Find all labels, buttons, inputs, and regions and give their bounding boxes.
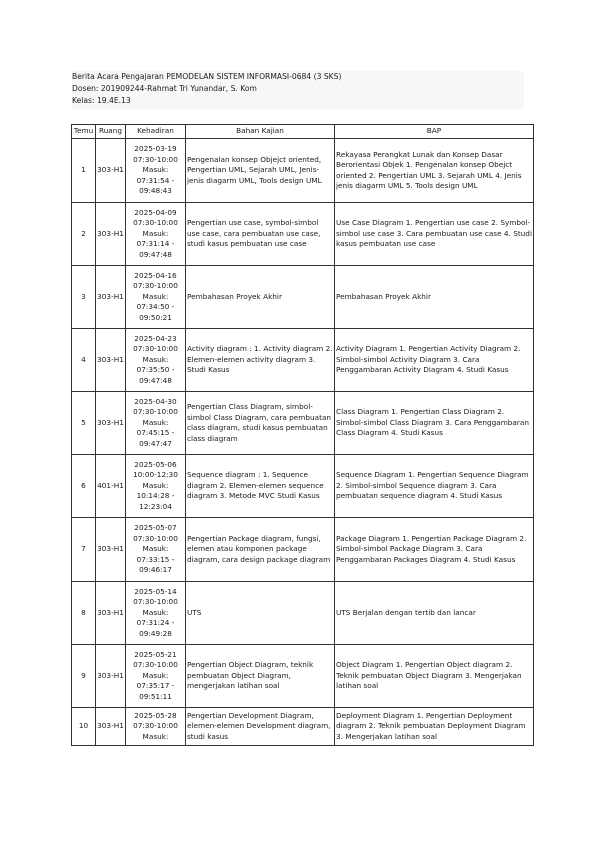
time: 07:30-10:00 <box>133 660 178 670</box>
bahan-cell: Pengertian Package diagram, fungsi, elemen atau komponen package diagram, cara design package diagram <box>186 518 335 582</box>
temu-cell: 1 <box>72 139 96 203</box>
ruang-cell: 303-H1 <box>96 645 126 708</box>
masuk-label: Masuk: <box>142 544 169 554</box>
kehadiran-cell <box>126 139 186 203</box>
masuk-time: 07:31:24 - 09:49:28 <box>136 618 175 638</box>
temu-cell: 7 <box>72 518 96 582</box>
masuk-label: Masuk: <box>142 417 169 427</box>
ruang-cell: 303-H1 <box>96 329 126 392</box>
time: 10:00-12:30 <box>133 470 178 480</box>
temu-cell: 3 <box>72 266 96 329</box>
time: 07:30-10:00 <box>133 154 178 164</box>
ruang-cell: 303-H1 <box>96 518 126 582</box>
time: 07:30-10:00 <box>133 344 178 354</box>
table-row <box>72 455 534 518</box>
temu-cell: 6 <box>72 455 96 518</box>
temu-cell: 8 <box>72 582 96 645</box>
bahan-cell: Sequence diagram : 1. Sequence diagram 2. Elemen-elemen sequence diagram 3. Metode MVC Studi Kasus <box>186 455 335 518</box>
temu-cell: 4 <box>72 329 96 392</box>
col-header-temu: Temu <box>72 125 96 139</box>
date: 2025-04-09 <box>134 207 177 217</box>
bahan-cell: Pengertian Development Diagram, elemen-elemen Development diagram, studi kasus <box>186 708 335 746</box>
date: 2025-05-06 <box>134 459 177 469</box>
date: 2025-04-23 <box>134 333 177 343</box>
kehadiran-cell <box>126 455 186 518</box>
kehadiran-cell <box>126 203 186 266</box>
masuk-time: 07:45:15 - 09:47:47 <box>136 428 175 448</box>
bap-cell: Sequence Diagram 1. Pengertian Sequence Diagram 2. Simbol-simbol Sequence diagram 3. Cara pembuatan sequence diagram 4. Studi Kasus <box>335 455 534 518</box>
bahan-cell: Pengertian use case, symbol-simbol use case, cara pembuatan use case, studi kasus pembuatan use case <box>186 203 335 266</box>
date: 2025-05-14 <box>134 586 177 596</box>
course-title: Berita Acara Pengajaran PEMODELAN SISTEM INFORMASI-0684 (3 SKS) <box>72 72 342 81</box>
col-header-bahan-kajian: Bahan Kajian <box>186 125 335 139</box>
masuk-time: 07:35:17 - 09:51:11 <box>136 681 175 701</box>
ruang-cell: 303-H1 <box>96 708 126 746</box>
table-row <box>72 139 534 203</box>
date: 2025-05-07 <box>134 523 177 533</box>
masuk-label: Masuk: <box>142 731 169 741</box>
ruang-cell: 303-H1 <box>96 582 126 645</box>
bap-cell: Rekayasa Perangkat Lunak dan Konsep Dasar Berorientasi Objek 1. Pengenalan konsep Obejct oriented 2. Pengertian UML 3. Sejarah UML 4. Jenis jenis diagarm UML 5. Tools design UML <box>335 139 534 203</box>
masuk-label: Masuk: <box>142 480 169 490</box>
ruang-cell: 303-H1 <box>96 139 126 203</box>
kehadiran-cell <box>126 708 186 746</box>
kehadiran-cell <box>126 392 186 455</box>
ruang-cell: 303-H1 <box>96 392 126 455</box>
bap-cell: Use Case Diagram 1. Pengertian use case 2. Symbol-simbol use case 3. Cara pembuatan use case 4. Studi kasus pembuatan use case <box>335 203 534 266</box>
table-header-row <box>72 125 534 139</box>
date: 2025-03-19 <box>134 144 177 154</box>
kehadiran-cell <box>126 266 186 329</box>
bahan-cell: UTS <box>186 582 335 645</box>
bap-cell: Package Diagram 1. Pengertian Package Diagram 2. Simbol-simbol Package Diagram 3. Cara Penggambaran Packages Diagram 4. Studi Kasus <box>335 518 534 582</box>
bap-cell: Deployment Diagram 1. Pengertian Deployment diagram 2. Teknik pembuatan Deployment Diagram 3. Mengerjakan latihan soal <box>335 708 534 746</box>
bap-cell: Activity Diagram 1. Pengertian Activity Diagram 2. Simbol-simbol Activity Diagram 3. Cara Penggambaran Activity Diagram 4. Studi Kasus <box>335 329 534 392</box>
ruang-cell: 401-H1 <box>96 455 126 518</box>
masuk-time: 07:34:50 - 09:50:21 <box>136 302 175 322</box>
time: 07:30-10:00 <box>133 533 178 543</box>
table-row <box>72 708 534 746</box>
temu-cell: 2 <box>72 203 96 266</box>
table-row <box>72 266 534 329</box>
table-row <box>72 582 534 645</box>
masuk-label: Masuk: <box>142 607 169 617</box>
kehadiran-cell <box>126 329 186 392</box>
col-header-bap: BAP <box>335 125 534 139</box>
attendance-table <box>71 124 534 746</box>
masuk-time: 07:31:54 - 09:48:43 <box>136 175 175 196</box>
kehadiran-cell <box>126 645 186 708</box>
time: 07:30-10:00 <box>133 597 178 607</box>
date: 2025-05-28 <box>134 710 177 720</box>
bahan-cell: Pengertian Object Diagram, teknik pembuatan Object Diagram, mengerjakan latihan soal <box>186 645 335 708</box>
time: 07:30-10:00 <box>133 407 178 417</box>
time: 07:30-10:00 <box>133 721 178 731</box>
masuk-label: Masuk: <box>142 291 169 301</box>
temu-cell: 5 <box>72 392 96 455</box>
temu-cell: 10 <box>72 708 96 746</box>
col-header-kehadiran: Kehadiran <box>126 125 186 139</box>
document-header <box>72 71 524 109</box>
bap-cell: Object Diagram 1. Pengertian Object diagram 2. Teknik pembuatan Object Diagram 3. Mengerjakan latihan soal <box>335 645 534 708</box>
bahan-cell: Pembahasan Proyek Akhir <box>186 266 335 329</box>
masuk-time: 10:14:28 - 12:23:04 <box>136 491 175 511</box>
table-row <box>72 645 534 708</box>
lecturer-info: Dosen: 201909244-Rahmat Tri Yunandar, S. Kom <box>72 84 257 93</box>
bap-cell: Class Diagram 1. Pengertian Class Diagram 2. Simbol-simbol Class Diagram 3. Cara Penggambaran Class Diagram 4. Studi Kasus <box>335 392 534 455</box>
table-row <box>72 518 534 582</box>
kehadiran-cell <box>126 518 186 582</box>
kehadiran-cell <box>126 582 186 645</box>
col-header-ruang: Ruang <box>96 125 126 139</box>
masuk-label: Masuk: <box>142 228 169 238</box>
bap-cell: Pembahasan Proyek Akhir <box>335 266 534 329</box>
ruang-cell: 303-H1 <box>96 266 126 329</box>
bahan-cell: Activity diagram : 1. Activity diagram 2. Elemen-elemen activity diagram 3. Studi Kasus <box>186 329 335 392</box>
masuk-time: 07:35:50 - 09:47:48 <box>136 365 175 385</box>
masuk-label: Masuk: <box>142 354 169 364</box>
class-info: Kelas: 19.4E.13 <box>72 96 131 105</box>
masuk-label: Masuk: <box>142 670 169 680</box>
ruang-cell: 303-H1 <box>96 203 126 266</box>
masuk-time: 07:31:14 - 09:47:48 <box>136 239 175 259</box>
table-row <box>72 329 534 392</box>
date: 2025-04-30 <box>134 396 177 406</box>
temu-cell: 9 <box>72 645 96 708</box>
bap-cell: UTS Berjalan dengan tertib dan lancar <box>335 582 534 645</box>
time: 07:30-10:00 <box>133 281 178 291</box>
bahan-cell: Pengenalan konsep Objejct oriented, Pengertian UML, Sejarah UML, Jenis-jenis diagarm UML, Tools design UML <box>186 139 335 203</box>
time: 07:30-10:00 <box>133 218 178 228</box>
table-row <box>72 203 534 266</box>
masuk-label: Masuk: <box>142 165 169 175</box>
masuk-time: 07:33:15 - 09:46:17 <box>136 554 175 575</box>
bahan-cell: Pengertian Class Diagram, simbol-simbol Class Diagram, cara pembuatan class diagram, studi kasus pembuatan class diagram <box>186 392 335 455</box>
date: 2025-04-16 <box>134 270 177 280</box>
date: 2025-05-21 <box>134 649 177 659</box>
table-row <box>72 392 534 455</box>
